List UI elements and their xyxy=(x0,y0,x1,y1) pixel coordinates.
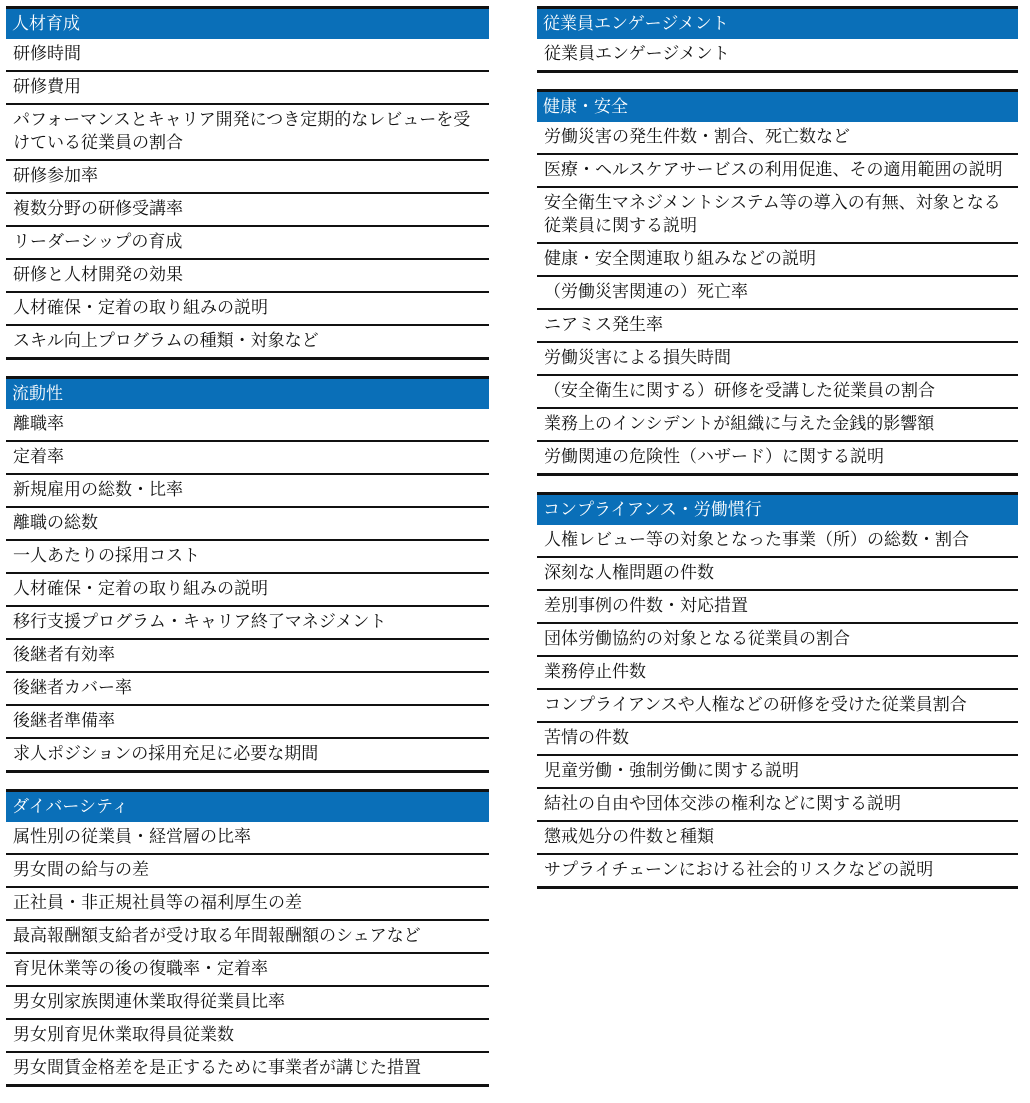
metric-item: 業務停止件数 xyxy=(537,657,1018,690)
metric-item: 児童労働・強制労働に関する説明 xyxy=(537,756,1018,789)
metric-item: 求人ポジションの採用充足に必要な期間 xyxy=(6,739,489,773)
category-section xyxy=(6,6,489,360)
category-section xyxy=(6,376,489,773)
category-header: 従業員エンゲージメント xyxy=(537,6,1018,39)
category-section xyxy=(537,6,1018,73)
metric-item: パフォーマンスとキャリア開発につき定期的なレビューを受けている従業員の割合 xyxy=(6,105,489,161)
metric-item: 男女間賃金格差を是正するために事業者が講じた措置 xyxy=(6,1053,489,1087)
metric-item: 健康・安全関連取り組みなどの説明 xyxy=(537,244,1018,277)
metric-item: 離職の総数 xyxy=(6,508,489,541)
metric-item: 研修時間 xyxy=(6,39,489,72)
metric-item: ニアミス発生率 xyxy=(537,310,1018,343)
metric-item: 人材確保・定着の取り組みの説明 xyxy=(6,293,489,326)
metric-item: 離職率 xyxy=(6,409,489,442)
category-section xyxy=(537,492,1018,889)
metric-item: 安全衛生マネジメントシステム等の導入の有無、対象となる従業員に関する説明 xyxy=(537,188,1018,244)
metric-item: （労働災害関連の）死亡率 xyxy=(537,277,1018,310)
metric-item: 従業員エンゲージメント xyxy=(537,39,1018,73)
metric-item: （安全衛生に関する）研修を受講した従業員の割合 xyxy=(537,376,1018,409)
metric-item: 男女別家族関連休業取得従業員比率 xyxy=(6,987,489,1020)
metric-item: 新規雇用の総数・比率 xyxy=(6,475,489,508)
metric-item: 最高報酬額支給者が受け取る年間報酬額のシェアなど xyxy=(6,921,489,954)
metric-item: 業務上のインシデントが組織に与えた金銭的影響額 xyxy=(537,409,1018,442)
metric-item: 正社員・非正規社員等の福利厚生の差 xyxy=(6,888,489,921)
metric-item: 後継者有効率 xyxy=(6,640,489,673)
category-header: 人材育成 xyxy=(6,6,489,39)
metric-item: 男女間の給与の差 xyxy=(6,855,489,888)
metric-item: 労働災害による損失時間 xyxy=(537,343,1018,376)
metric-item: 後継者準備率 xyxy=(6,706,489,739)
metric-item: 深刻な人権問題の件数 xyxy=(537,558,1018,591)
metric-item: 医療・ヘルスケアサービスの利用促進、その適用範囲の説明 xyxy=(537,155,1018,188)
metric-item: 複数分野の研修受講率 xyxy=(6,194,489,227)
category-header: 流動性 xyxy=(6,376,489,409)
metric-item: 人権レビュー等の対象となった事業（所）の総数・割合 xyxy=(537,525,1018,558)
category-header: 健康・安全 xyxy=(537,89,1018,122)
metric-item: リーダーシップの育成 xyxy=(6,227,489,260)
metric-item: 労働災害の発生件数・割合、死亡数など xyxy=(537,122,1018,155)
metric-item: 労働関連の危険性（ハザード）に関する説明 xyxy=(537,442,1018,476)
metric-item: 人材確保・定着の取り組みの説明 xyxy=(6,574,489,607)
metric-item: 移行支援プログラム・キャリア終了マネジメント xyxy=(6,607,489,640)
category-header: ダイバーシティ xyxy=(6,789,489,822)
left-column xyxy=(6,6,489,1103)
metric-item: 定着率 xyxy=(6,442,489,475)
metric-item: 団体労働協約の対象となる従業員の割合 xyxy=(537,624,1018,657)
metric-item: 懲戒処分の件数と種類 xyxy=(537,822,1018,855)
metric-item: 育児休業等の後の復職率・定着率 xyxy=(6,954,489,987)
metric-item: 一人あたりの採用コスト xyxy=(6,541,489,574)
metric-item: 研修参加率 xyxy=(6,161,489,194)
right-column xyxy=(537,6,1018,905)
metric-item: コンプライアンスや人権などの研修を受けた従業員割合 xyxy=(537,690,1018,723)
metric-item: サプライチェーンにおける社会的リスクなどの説明 xyxy=(537,855,1018,889)
metric-item: 結社の自由や団体交渉の権利などに関する説明 xyxy=(537,789,1018,822)
metric-item: スキル向上プログラムの種類・対象など xyxy=(6,326,489,360)
metric-item: 研修と人材開発の効果 xyxy=(6,260,489,293)
category-section xyxy=(537,89,1018,476)
metric-item: 属性別の従業員・経営層の比率 xyxy=(6,822,489,855)
metric-item: 後継者カバー率 xyxy=(6,673,489,706)
metric-item: 差別事例の件数・対応措置 xyxy=(537,591,1018,624)
category-section xyxy=(6,789,489,1087)
metric-item: 男女別育児休業取得員従業数 xyxy=(6,1020,489,1053)
metric-item: 苦情の件数 xyxy=(537,723,1018,756)
metric-item: 研修費用 xyxy=(6,72,489,105)
category-header: コンプライアンス・労働慣行 xyxy=(537,492,1018,525)
